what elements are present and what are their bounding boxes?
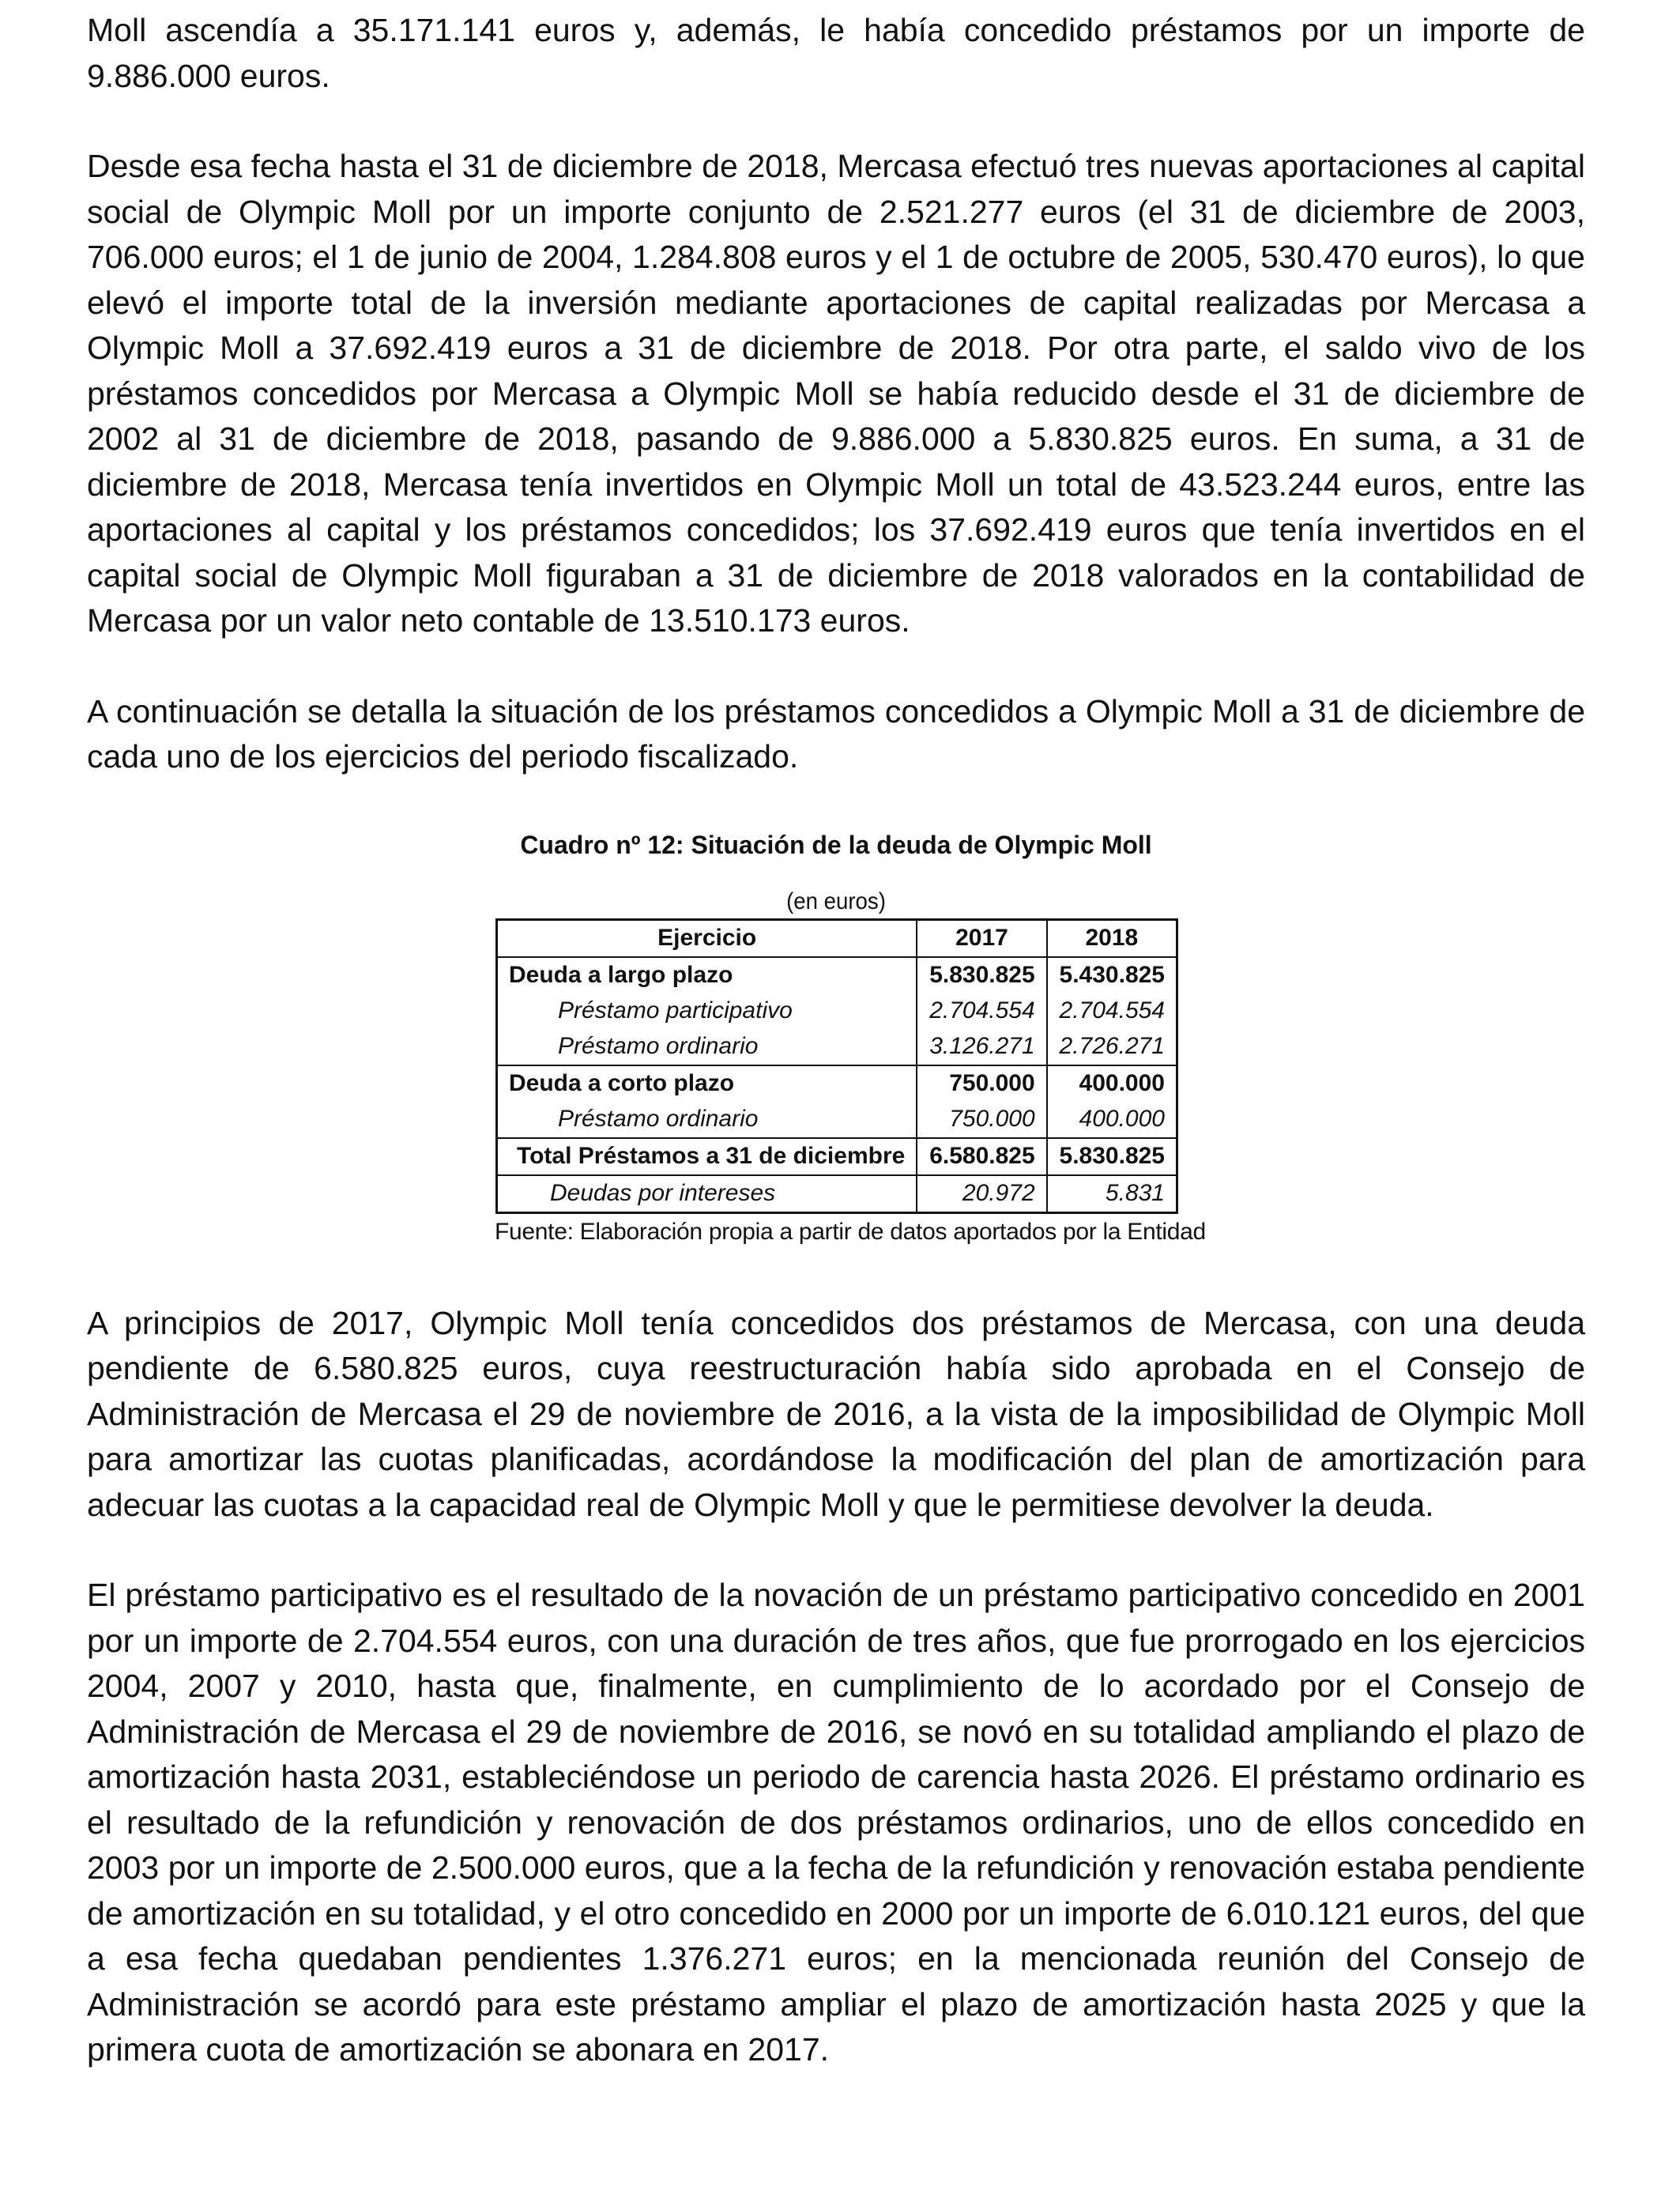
- table-row-total: [497, 1138, 1177, 1175]
- value-2018: 400.000: [1047, 1102, 1177, 1138]
- row-label: Total Préstamos a 31 de diciembre: [497, 1138, 917, 1175]
- row-label: Préstamo ordinario: [497, 1029, 917, 1065]
- value-2017: 750.000: [917, 1102, 1046, 1138]
- value-2017: 20.972: [917, 1175, 1046, 1213]
- table-row: [497, 993, 1177, 1029]
- value-2017: 6.580.825: [917, 1138, 1046, 1175]
- value-2018: 5.831: [1047, 1175, 1177, 1213]
- row-label: Deuda a largo plazo: [497, 957, 917, 993]
- row-label: Préstamo participativo: [497, 993, 917, 1029]
- row-label: Deuda a corto plazo: [497, 1065, 917, 1102]
- value-2017: 750.000: [917, 1065, 1046, 1102]
- table-row: [497, 957, 1177, 993]
- table-row: [497, 1102, 1177, 1138]
- table-row: [497, 1029, 1177, 1065]
- paragraph-2: Desde esa fecha hasta el 31 de diciembre de 2018, Mercasa efectuó tres nuevas aportaciones al capital social de Olympic Moll por un importe conjunto de 2.521.277 euros (el 31 de diciembre de 2003, 706.000 euros; el 1 de junio de 2004, 1.284.808 euros y el 1 de octubre de 2005, 530.470 euros), lo que elevó el importe total de la inversión mediante aportaciones de capital realizadas por Mercasa a Olympic Moll a 37.692.419 euros a 31 de diciembre de 2018. Por otra parte, el saldo vivo de los préstamos concedidos por Mercasa a Olympic Moll se había reducido desde el 31 de diciembre de 2002 al 31 de diciembre de 2018, pasando de 9.886.000 a 5.830.825 euros. En suma, a 31 de diciembre de 2018, Mercasa tenía invertidos en Olympic Moll un total de 43.523.244 euros, entre las aportaciones al capital y los préstamos concedidos; los 37.692.419 euros que tenía invertidos en el capital social de Olympic Moll figuraban a 31 de diciembre de 2018 valorados en la contabilidad de Mercasa por un valor neto contable de 13.510.173 euros.: [87, 148, 1585, 639]
- row-label: Deudas por intereses: [497, 1175, 917, 1213]
- table-caption: Cuadro nº 12: Situación de la deuda de Olympic Moll: [520, 830, 1152, 859]
- value-2018: 2.726.271: [1047, 1029, 1177, 1065]
- debt-table: [495, 918, 1178, 1214]
- table-row: [497, 1065, 1177, 1102]
- paragraph-4: A principios de 2017, Olympic Moll tenía concedidos dos préstamos de Mercasa, con una deuda pendiente de 6.580.825 euros, cuya reestructuración había sido aprobada en el Consejo de Administración de Mercasa el 29 de noviembre de 2016, a la vista de la imposibilidad de Olympic Moll para amortizar las cuotas planificadas, acordándose la modificación del plan de amortización para adecuar las cuotas a la capacidad real de Olympic Moll y que le permitiese devolver la deuda.: [87, 1304, 1585, 1523]
- value-2017: 3.126.271: [917, 1029, 1046, 1065]
- debt-table-container: [495, 918, 1178, 1214]
- value-2018: 5.430.825: [1047, 957, 1177, 993]
- table-row: [497, 1175, 1177, 1213]
- paragraph-5: El préstamo participativo es el resultado de la novación de un préstamo participativo concedido en 2001 por un importe de 2.704.554 euros, con una duración de tres años, que fue prorrogado en los ejercicios 2004, 2007 y 2010, hasta que, finalmente, en cumplimiento de lo acordado por el Consejo de Administración de Mercasa el 29 de noviembre de 2016, se novó en su totalidad ampliando el plazo de amortización hasta 2031, estableciéndose un periodo de carencia hasta 2026. El préstamo ordinario es el resultado de la refundición y renovación de dos préstamos ordinarios, uno de ellos concedido en 2003 por un importe de 2.500.000 euros, que a la fecha de la refundición y renovación estaba pendiente de amortización en su totalidad, y el otro concedido en 2000 por un importe de 6.010.121 euros, del que a esa fecha quedaban pendientes 1.376.271 euros; en la mencionada reunión del Consejo de Administración se acordó para este préstamo ampliar el plazo de amortización hasta 2025 y que la primera cuota de amortización se abonara en 2017.: [87, 1577, 1585, 2068]
- header-2018: 2018: [1047, 919, 1177, 957]
- value-2017: 5.830.825: [917, 957, 1046, 993]
- paragraph-3: A continuación se detalla la situación de los préstamos concedidos a Olympic Moll a 31 de diciembre de cada uno de los ejercicios del periodo fiscalizado.: [87, 692, 1585, 775]
- value-2018: 5.830.825: [1047, 1138, 1177, 1175]
- row-label: Préstamo ordinario: [497, 1102, 917, 1138]
- table-header-row: [497, 919, 1177, 957]
- header-ejercicio: Ejercicio: [497, 919, 917, 957]
- value-2017: 2.704.554: [917, 993, 1046, 1029]
- value-2018: 400.000: [1047, 1065, 1177, 1102]
- table-source: Fuente: Elaboración propia a partir de datos aportados por la Entidad: [495, 1218, 1206, 1245]
- table-unit: (en euros): [786, 888, 886, 914]
- header-2017: 2017: [917, 919, 1046, 957]
- value-2018: 2.704.554: [1047, 993, 1177, 1029]
- paragraph-1: Moll ascendía a 35.171.141 euros y, además, le había concedido préstamos por un importe de 9.886.000 euros.: [87, 12, 1585, 94]
- document-page: [87, 8, 1585, 2073]
